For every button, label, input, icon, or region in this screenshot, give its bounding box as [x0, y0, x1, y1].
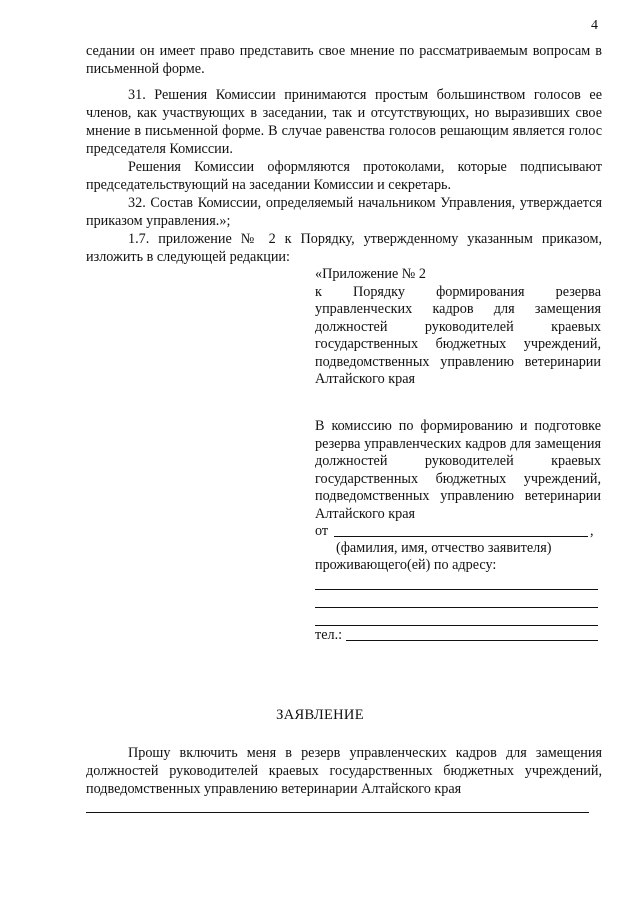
phone-field[interactable] [346, 640, 598, 641]
addressee-text: В комиссию по формированию и подготовке резерва управленческих кадров для замещения должностей руководителей краевых государственных бюджетных учреждений, подведомственных управлению ветеринарии Алтайского края [315, 418, 601, 522]
statement-fill-line[interactable] [86, 812, 589, 813]
from-label: от [315, 523, 329, 539]
paragraph-32: 32. Состав Комиссии, определяемый начальником Управления, утверждается приказом управления.»; [86, 195, 602, 229]
paragraph-decisions: Решения Комиссии оформляются протоколами, которые подписывают председательствующий на заседании Комиссии и секретарь. [86, 159, 602, 193]
address-label: проживающего(ей) по адресу: [315, 557, 497, 573]
appendix-block [315, 266, 601, 389]
applicant-name-field[interactable] [334, 536, 588, 537]
appendix-title: «Приложение № 2 [315, 266, 426, 282]
from-line [315, 522, 601, 540]
from-comma: , [590, 523, 594, 539]
statement-text: Прошу включить меня в резерв управленческих кадров для замещения должностей руководителей краевых государственных бюджетных учреждений, подведомственных управлению ветеринарии Алтайского края [86, 745, 602, 797]
paragraph-continuation: седании он имеет право представить свое мнение по рассматриваемым вопросам в письменной форме. [86, 43, 602, 77]
name-caption: (фамилия, имя, отчество заявителя) [336, 540, 552, 556]
paragraph-1-7: 1.7. приложение № 2 к Порядку, утвержденному указанным приказом, изложить в следующей редакции: [86, 231, 602, 265]
statement-heading: ЗАЯВЛЕНИЕ [276, 707, 364, 723]
phone-label: тел.: [315, 627, 343, 643]
paragraph-31: 31. Решения Комиссии принимаются простым большинством голосов ее членов, как участвующих в заседании, так и отсутствующих, но выразивших свое мнение в письменной форме. В случае равенства голосов решающим является голос председателя Комиссии. [86, 87, 602, 157]
page-number: 4 [591, 18, 598, 33]
address-field-2[interactable] [315, 607, 598, 608]
address-field-1[interactable] [315, 589, 598, 590]
appendix-text: к Порядку формирования резерва управленческих кадров для замещения должностей руководителей краевых государственных бюджетных учреждений, подведомственных управлению ветеринарии Алтайского края [315, 283, 601, 387]
